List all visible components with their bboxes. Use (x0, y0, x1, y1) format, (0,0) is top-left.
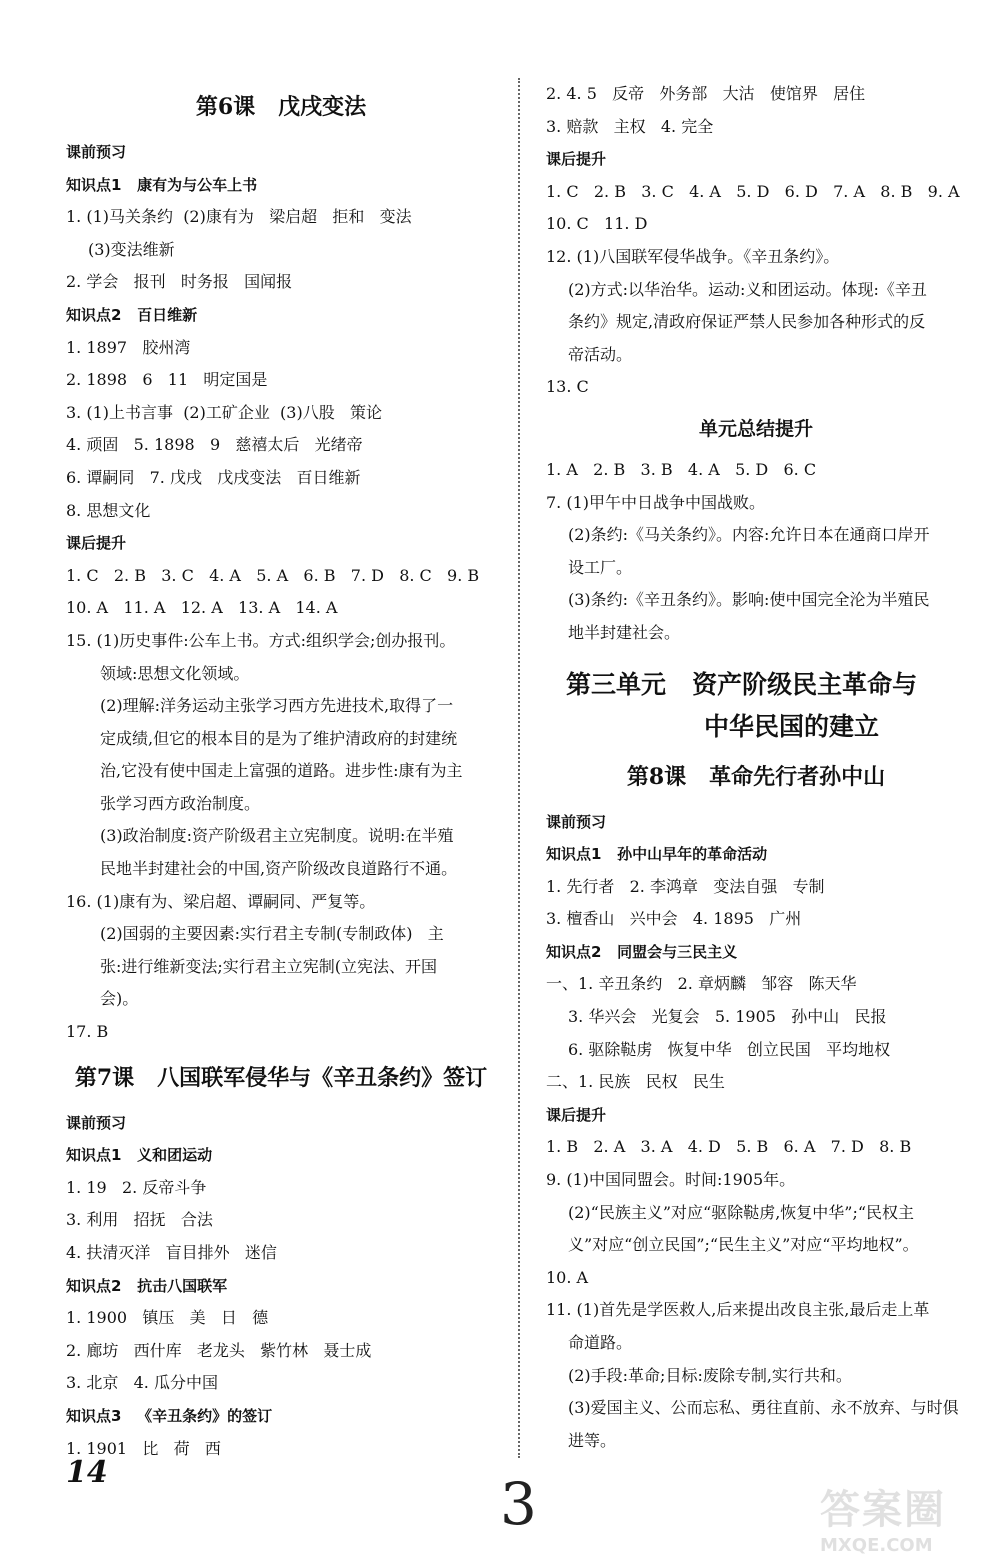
answer-line: 1. 19 2. 反帝斗争 (66, 1177, 207, 1197)
answer-line: 3. (1)上书言事 (2)工矿企业 (3)八股 策论 (66, 402, 382, 422)
handwritten-mark: 3 (500, 1470, 537, 1538)
answer-line: 1. A 2. B 3. B 4. A 5. D 6. C (546, 459, 817, 479)
knowledge-point-heading: 知识点3 《辛丑条约》的签订 (66, 1406, 273, 1425)
answer-line: 治,它没有使中国走上富强的道路。进步性:康有为主 (100, 761, 463, 781)
knowledge-point-heading: 知识点1 孙中山早年的革命活动 (546, 845, 768, 864)
answer-line: 3. 檀香山 兴中会 4. 1895 广州 (546, 909, 802, 929)
answer-line: (2)条约:《马关条约》。内容:允许日本在通商口岸开 (568, 525, 930, 545)
answer-line: 张学习西方政治制度。 (100, 793, 261, 813)
answer-line: 4. 顽固 5. 1898 9 慈禧太后 光绪帝 (66, 435, 363, 455)
answer-line: 12. (1)八国联军侵华战争。《辛丑条约》。 (546, 246, 840, 266)
answer-line: 1. 先行者 2. 李鸿章 变法自强 专制 (546, 876, 825, 896)
answer-line: 3. 利用 招抚 合法 (66, 1210, 213, 1230)
answer-line: 民地半封建社会的中国,资产阶级改良道路行不通。 (100, 859, 458, 879)
answer-line: 17. B (66, 1022, 109, 1042)
answer-line: 9. (1)中国同盟会。时间:1905年。 (546, 1170, 796, 1190)
section-heading: 课前预习 (546, 812, 607, 831)
answer-line: 定成绩,但它的根本目的是为了维护清政府的封建统 (100, 728, 458, 748)
answer-line: 6. 谭嗣同 7. 戊戌 戊戌变法 百日维新 (66, 467, 361, 487)
section-heading: 课前预习 (66, 143, 127, 161)
answer-line: 6. 驱除鞑虏 恢复中华 创立民国 平均地权 (568, 1039, 891, 1059)
answer-line: 条约》规定,清政府保证严禁人民参加各种形式的反 (568, 312, 926, 332)
answer-line: 16. (1)康有为、梁启超、谭嗣同、严复等。 (66, 891, 376, 911)
section-heading: 课前预习 (66, 1113, 127, 1132)
answer-line: 地半封建社会。 (568, 622, 681, 642)
answer-line: 一、1. 辛丑条约 2. 章炳麟 邹容 陈天华 (546, 974, 857, 994)
right-column (546, 78, 966, 1457)
answer-line: 10. C 11. D (546, 214, 648, 234)
answer-line: (2)手段:革命;目标:废除专制,实行共和。 (568, 1365, 852, 1385)
answer-line: 2. 廊坊 西什库 老龙头 紫竹林 聂士成 (66, 1340, 372, 1360)
answer-line: 1. 1901 比 荷 西 (66, 1438, 221, 1458)
answer-line: 1. 1900 镇压 美 日 德 (66, 1308, 269, 1328)
answer-line: 1. (1)马关条约 (2)康有为 梁启超 拒和 变法 (66, 207, 412, 227)
answer-line: 二、1. 民族 民权 民生 (546, 1072, 725, 1092)
answer-line: 3. 华兴会 光复会 5. 1905 孙中山 民报 (568, 1007, 887, 1027)
answer-line: 15. (1)历史事件:公车上书。方式:组织学会;创办报刊。 (66, 630, 456, 650)
knowledge-point-heading: 知识点2 百日维新 (66, 305, 198, 324)
answer-line: (2)国弱的主要因素:实行君主专制(专制政体) 主 (100, 924, 444, 944)
answer-line: (3)政治制度:资产阶级君主立宪制度。说明:在半殖 (100, 826, 454, 846)
unit-3-title-line-2: 中华民国的建立 (704, 711, 880, 741)
answer-line: 2. 1898 6 11 明定国是 (66, 370, 268, 390)
answer-line: 4. 扶清灭洋 盲目排外 迷信 (66, 1243, 277, 1262)
section-heading: 课后提升 (66, 534, 127, 553)
answer-line: 义”对应“创立民国”;“民生主义”对应“平均地权”。 (568, 1235, 919, 1255)
answer-line: 1. C 2. B 3. C 4. A 5. D 6. D 7. A 8. B 9. A (546, 181, 960, 201)
answer-line: 会)。 (100, 989, 139, 1009)
answer-line: (2)方式:以华治华。运动:义和团运动。体现:《辛丑 (568, 279, 927, 299)
answer-line: 1. B 2. A 3. A 4. D 5. B 6. A 7. D 8. B (546, 1137, 912, 1157)
answer-line: 10. A 11. A 12. A 13. A 14. A (66, 598, 338, 618)
answer-line: 进等。 (568, 1430, 617, 1450)
watermark-logo-text: 答案圈 (820, 1487, 946, 1533)
section-heading: 课后提升 (546, 150, 607, 169)
answer-line: 11. (1)首先是学医救人,后来提出改良主张,最后走上革 (546, 1300, 930, 1320)
answer-line: 7. (1)甲午中日战争中国战败。 (546, 492, 766, 512)
page-number: 14 (66, 1455, 108, 1490)
answer-line: 1. 1897 胶州湾 (66, 337, 191, 357)
answer-line: 张:进行维新变法;实行君主立宪制(立宪法、开国 (100, 956, 438, 976)
column-divider (518, 78, 520, 1458)
unit-summary-title: 单元总结提升 (698, 417, 813, 440)
lesson-6-title: 第6课 戊戌变法 (195, 94, 367, 120)
answer-line: (2)“民族主义”对应“驱除鞑虏,恢复中华”;“民权主 (568, 1202, 915, 1222)
lesson-7-title: 第7课 八国联军侵华与《辛丑条约》签订 (74, 1064, 488, 1091)
answer-line: 2. 4. 5 反帝 外务部 大沽 使馆界 居住 (546, 84, 866, 103)
answer-line: (3)条约:《辛丑条约》。影响:使中国完全沦为半殖民 (568, 590, 930, 610)
answer-line: (3)爱国主义、公而忘私、勇往直前、永不放弃、与时俱 (568, 1398, 959, 1418)
knowledge-point-heading: 知识点2 抗击八国联军 (66, 1276, 228, 1295)
answer-line: 8. 思想文化 (66, 500, 151, 520)
answer-line: (2)理解:洋务运动主张学习西方先进技术,取得了一 (100, 696, 454, 716)
section-heading: 课后提升 (546, 1105, 607, 1124)
knowledge-point-heading: 知识点1 义和团运动 (66, 1146, 213, 1165)
answer-line: (3)变法维新 (88, 239, 175, 259)
answer-line: 13. C (546, 377, 589, 397)
answer-line: 命道路。 (568, 1333, 633, 1352)
answer-line: 帝活动。 (568, 344, 633, 364)
answer-line: 2. 学会 报刊 时务报 国闻报 (66, 272, 293, 292)
watermark-url: MXQE.COM (820, 1535, 933, 1556)
knowledge-point-heading: 知识点2 同盟会与三民主义 (546, 942, 738, 961)
answer-line: 设工厂。 (568, 557, 633, 577)
answer-line: 3. 赔款 主权 4. 完全 (546, 116, 714, 136)
watermark-logo (820, 1478, 990, 1556)
answer-line: 1. C 2. B 3. C 4. A 5. A 6. B 7. D 8. C 9. B (66, 565, 480, 585)
unit-3-title-line-1: 第三单元 资产阶级民主革命与 (566, 669, 918, 699)
left-column (66, 78, 496, 1465)
knowledge-point-heading: 知识点1 康有为与公车上书 (66, 175, 258, 194)
answer-line: 领域:思想文化领域。 (100, 663, 250, 683)
answer-line: 3. 北京 4. 瓜分中国 (66, 1373, 218, 1393)
lesson-8-title: 第8课 革命先行者孙中山 (626, 763, 886, 790)
answer-line: 10. A (546, 1267, 589, 1287)
